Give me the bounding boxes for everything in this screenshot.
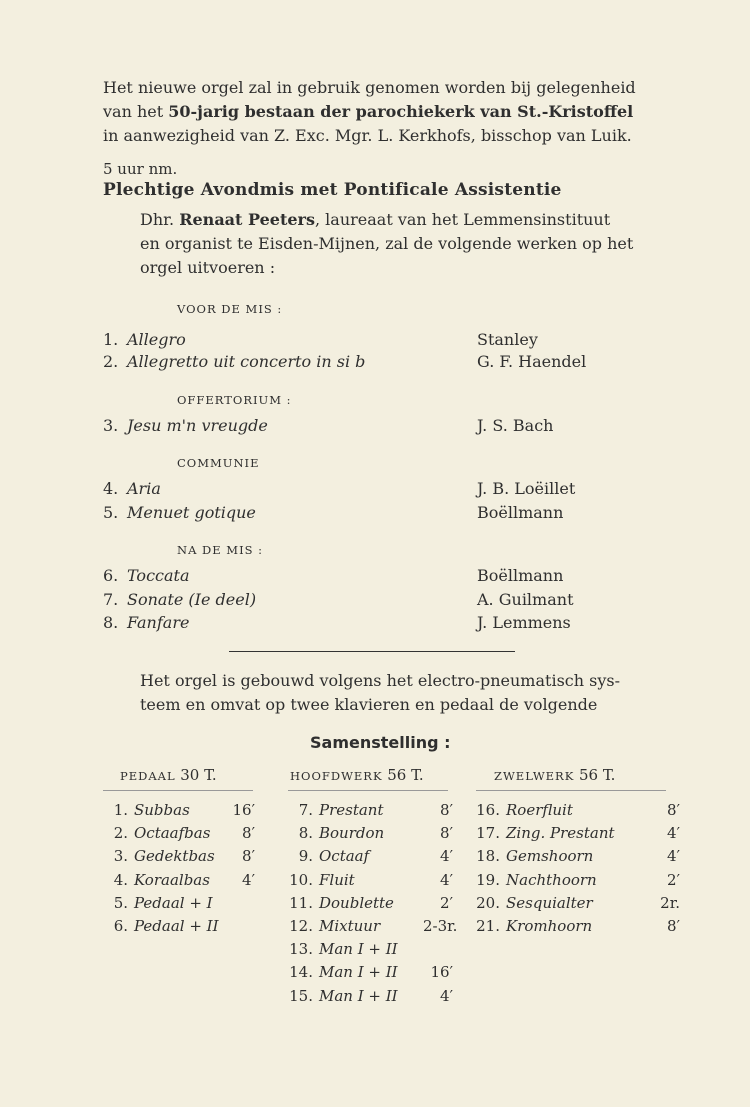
division-name: ZWELWERK [494,769,575,783]
item-title: Allegretto uit concerto in si b [127,352,366,371]
stop-footage: 4′ [667,824,680,843]
organist-line-3: orgel uitvoeren : [140,258,276,277]
item-title: Toccata [127,566,190,585]
stop-row [460,847,680,866]
stop-name: Doublette [319,893,394,912]
division-name: HOOFDWERK [290,769,383,783]
stop-row [273,963,453,982]
description-line-1: Het orgel is gebouwd volgens het electro-pneumatisch sys- [140,671,620,690]
stop-number: 21. [476,917,500,935]
stop-number: 6. [113,917,128,935]
column-rule [103,790,253,791]
stop-number: 9. [298,847,313,866]
stop-footage: 2′ [440,893,453,912]
item-number: 8. [103,613,119,632]
stop-footage: 8′ [242,824,255,843]
item-composer: A. Guilmant [477,590,574,609]
stop-row [460,801,680,819]
organist-line-1 [140,208,670,232]
stop-name: Fluit [319,870,355,889]
stop-number: 12. [289,917,313,935]
stop-row [273,870,453,889]
stop-name: Bourdon [319,824,385,843]
section-heading: OFFERTORIUM : [177,393,292,407]
intro-paragraph [103,76,663,148]
column-rule [288,790,448,791]
stop-number: 16. [476,801,500,819]
stop-row [460,917,680,935]
stop-number: 20. [476,893,500,912]
stop-footage: 4′ [242,870,255,889]
stop-footage: 2-3r. [423,917,458,935]
stop-name: Gedektbas [134,847,215,866]
organist-prefix: Dhr. [140,210,180,229]
stop-row [103,847,255,866]
item-composer: Boëllmann [477,566,564,585]
program-item [103,352,365,371]
stop-row [273,893,453,912]
stop-name: Kromhoorn [506,917,593,935]
program-item [103,416,268,435]
stop-number: 13. [289,940,313,959]
item-title: Sonate (Ie deel) [127,590,257,609]
stop-number: 4. [113,870,128,889]
item-number: 4. [103,479,119,498]
stop-name: Man I + II [319,963,398,982]
stop-footage: 4′ [440,986,453,1005]
division-size: 56 T. [578,766,616,784]
stop-row [460,824,680,843]
stop-name: Roerfluit [506,801,573,819]
stop-footage: 8′ [242,847,255,866]
item-number: 6. [103,566,119,585]
stop-row [103,870,255,889]
stop-footage: 4′ [440,847,453,866]
stop-row [273,801,453,819]
stop-name: Sesquialter [506,893,593,912]
item-composer: J. Lemmens [477,613,571,632]
stop-name: Octaaf [319,847,370,866]
mass-time: 5 uur nm. [103,160,178,178]
organist-line-2: en organist te Eisden-Mijnen, zal de volgende werken op het [140,234,634,253]
stop-name: Prestant [319,801,384,819]
item-title: Fanfare [127,613,190,632]
item-title: Menuet gotique [127,503,256,522]
stop-footage: 8′ [667,917,680,935]
intro-line-2 [103,100,663,124]
stop-number: 2. [113,824,128,843]
section-heading: COMMUNIE [177,456,260,470]
stop-name: Man I + II [319,986,398,1005]
column-rule [476,790,666,791]
item-composer: Boëllmann [477,503,564,522]
stop-footage: 16′ [232,801,255,819]
divider [229,651,515,652]
stop-number: 18. [476,847,500,866]
organist-line-1-rest: , laureaat van het Lemmensinstituut [314,210,611,229]
item-number: 3. [103,416,119,435]
item-composer: J. B. Loëillet [477,479,576,498]
intro-line-2-plain: van het [103,102,169,121]
stop-name: Man I + II [319,940,398,959]
stop-row [103,894,213,912]
program-item [103,479,161,498]
jubilee-text: 50-jarig bestaan der parochiekerk van St.-Kristoffel [168,102,634,121]
stop-footage: 8′ [667,801,680,819]
stop-row [273,824,453,843]
intro-line-3: in aanwezigheid van Z. Exc. Mgr. L. Kerkhofs, bisschop van Luik. [103,126,632,145]
stop-number: 14. [289,963,313,982]
program-item [103,503,256,522]
stop-number: 15. [289,986,313,1005]
division-size: 56 T. [387,766,424,784]
item-title: Allegro [127,330,186,349]
stop-number: 7. [298,801,313,819]
stop-number: 5. [113,893,128,912]
item-composer: G. F. Haendel [477,352,587,371]
section-heading: NA DE MIS : [177,543,264,557]
division-name: PEDAAL [120,769,176,783]
description-line-2: teem en omvat op twee klavieren en pedaal de volgende [140,695,598,714]
stop-row [273,940,398,958]
stop-row [460,870,680,889]
item-composer: J. S. Bach [477,416,554,435]
organ-description [140,669,680,717]
stop-name: Octaafbas [134,824,211,843]
organist-name: Renaat Peeters [179,210,315,229]
division-heading-pedaal [120,766,217,784]
specification-title: Samenstelling : [310,733,451,752]
stop-footage: 16′ [430,963,453,982]
stop-number: 8. [298,824,313,843]
stop-number: 1. [113,801,128,819]
program-item [103,330,186,349]
item-number: 5. [103,503,119,522]
program-item [103,566,190,585]
item-number: 1. [103,330,119,349]
stop-footage: 2r. [660,893,680,912]
stop-name: Subbas [134,801,190,819]
stop-footage: 4′ [667,847,680,866]
stop-row [273,847,453,866]
stop-row [460,893,680,912]
item-title: Aria [127,479,161,498]
stop-footage: 8′ [440,824,453,843]
stop-name: Pedaal + II [134,917,219,935]
division-heading-hoofdwerk [290,766,424,784]
item-composer: Stanley [477,330,538,349]
division-size: 30 T. [180,766,217,784]
stop-number: 11. [289,893,313,912]
stop-number: 3. [113,847,128,866]
stop-name: Gemshoorn [506,847,594,866]
stop-row [273,986,453,1005]
stop-number: 19. [476,870,500,889]
stop-footage: 2′ [667,870,680,889]
division-heading-zwelwerk [494,766,615,784]
program-item [103,590,256,609]
stop-number: 10. [289,870,313,889]
stop-name: Koraalbas [134,870,210,889]
stop-name: Mixtuur [319,917,381,935]
stop-row [103,917,219,935]
stop-row [103,801,255,819]
stop-name: Nachthoorn [506,870,597,889]
item-number: 2. [103,352,119,371]
item-number: 7. [103,590,119,609]
mass-title: Plechtige Avondmis met Pontificale Assistentie [103,180,562,200]
stop-footage: 4′ [440,870,453,889]
stop-name: Pedaal + I [134,893,213,912]
stop-number: 17. [476,824,500,843]
stop-footage: 8′ [440,801,453,819]
stop-row [103,824,255,843]
stop-row [273,917,458,935]
item-title: Jesu m'n vreugde [127,416,268,435]
intro-line-1: Het nieuwe orgel zal in gebruik genomen worden bij gelegenheid [103,78,636,97]
stop-name: Zing. Prestant [506,824,615,843]
section-heading: VOOR DE MIS : [177,302,283,316]
program-item [103,613,189,632]
organist-paragraph [140,208,670,280]
